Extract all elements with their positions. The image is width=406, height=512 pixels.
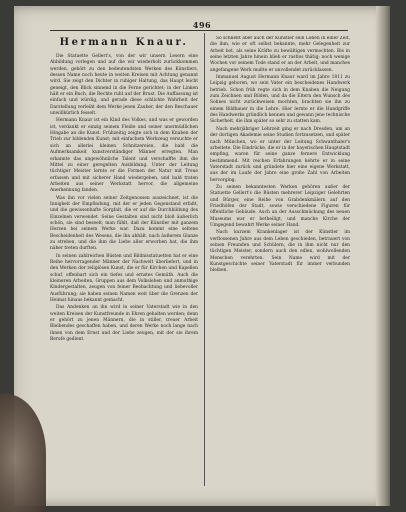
column-divider: [204, 33, 205, 486]
paragraph: Nach kurzem Krankenlager ist der Künstler im verflossenen Jahre aus dem Leben geschieden, betrauert von seinen Freunden und Schülern, die in ihm nicht nur den tüchtigen Meister, sondern auch den edlen, wohlwollenden Menschen verehrten. Sein Name wird mit der Kunstgeschichte seiner Vaterstadt für immer verbunden bleiben.: [210, 230, 350, 274]
paragraph: Die Statuette Gellert's, von der wir unsern Lesern eine Abbildung vorlegen und auf die wir wiederholt zurückkommen werden, gehört zu den bedeutendsten Werken des Künstlers, dessen Name noch heute in weiten Kreisen mit Achtung genannt wird. Sie zeigt den Dichter in ruhiger Haltung, das Haupt leicht geneigt, den Blick sinnend in die Ferne gerichtet; in der Linken hält er ein Buch, die Rechte ruht auf der Brust. Die Auffassung ist einfach und würdig, und gerade diese schlichte Wahrheit der Darstellung verleiht dem Werke jenen Zauber, der den Beschauer unwillkürlich fesselt.: [50, 54, 198, 117]
paragraph: Was ihn vor vielen seiner Zeitgenossen auszeichnet, ist die Innigkeit der Empfindung, mit der er jeden Gegenstand erfaßt, und die gewissenhafte Sorgfalt, die er auf die Durchbildung des Einzelnen verwendet. Seine Gestalten sind nicht bloß äußerlich schön, sie sind beseelt; man fühlt, daß der Künstler mit ganzem Herzen bei seinem Werke war. Dazu kommt eine seltene Bescheidenheit des Wesens, die ihn abhält, nach äußerem Glanze zu streben, und die ihm die Liebe aller erworben hat, die ihm näher treten durften.: [50, 195, 198, 252]
paragraph: Zu seinen bekanntesten Werken gehören außer der Statuette Gellert's die Büsten mehrerer Leipziger Gelehrten und Bürger, eine Reihe von Grabdenkmälern auf den Friedhöfen der Stadt, sowie verschiedene Figuren für öffentliche Gebäude. Auch an der Ausschmückung des neuen Museums war er betheiligt, und manche Kirche der Umgegend bewahrt Werke seiner Hand.: [210, 184, 350, 228]
paragraph: Hermann Knaur ist ein Kind des Volkes, und was er geworden ist, verdankt er einzig seinem Fleiße und seiner unermüdlichen Hingabe an die Kunst. Frühzeitig zeigte sich in dem Knaben der Trieb zur bildenden Kunst; mit einfachem Werkzeug versuchte er sich an allerlei kleinen Schnitzereien, die bald die Aufmerksamkeit kunstverständiger Männer erregten. Man erkannte das ungewöhnliche Talent und verschaffte ihm die Mittel zu einer geregelten Ausbildung. Unter der Leitung tüchtiger Meister lernte er die Formen der Natur mit Treue erfassen und mit sicherer Hand wiedergeben, und bald traten Arbeiten aus seiner Werkstatt hervor, die allgemeine Anerkennung fanden.: [50, 118, 198, 194]
right-column: [210, 36, 350, 488]
paragraph: Nach mehrjähriger Lehrzeit ging er nach Dresden, um an der dortigen Akademie seine Studien fortzusetzen, und später nach München, wo er unter der Leitung Schwanthaler's arbeitete. Die Eindrücke, die er in der bayerischen Hauptstadt empfing, waren für seine ganze fernere Entwicklung bestimmend. Mit reichen Erfahrungen kehrte er in seine Vaterstadt zurück und gründete hier eine eigene Werkstatt, aus der im Laufe der Jahre eine große Zahl von Arbeiten hervorging.: [210, 126, 350, 183]
paragraph: Immanuel August Hermann Knaur ward im Jahre 1811 zu Leipzig geboren, wo sein Vater ein bescheidenes Handwerk betrieb. Schon früh regte sich in dem Knaben die Neigung zum Zeichnen und Bilden, und da die Eltern den Wunsch des Sohnes nicht zurückweisen mochten, brachten sie ihn zu einem Bildhauer in die Lehre. Hier lernte er die Handgriffe des Handwerks gründlich kennen und gewann jene technische Sicherheit, die ihm später so sehr zu statten kam.: [210, 75, 350, 125]
left-column: [50, 36, 198, 488]
book-spine-shadow: [376, 6, 390, 506]
paragraph: Das Andenken an ihn wird in seiner Vaterstadt wie in den weiten Kreisen der Kunstfreunde in Ehren gehalten werden; denn er gehört zu jenen Männern, die in stiller, treuer Arbeit Bleibendes geschaffen haben, und deren Werke noch lange nach ihnen von dem Ernst und der Liebe zeugen, mit der sie ihrem Berufe gedient.: [50, 305, 198, 343]
page-number: 496: [192, 20, 212, 30]
book-page: [14, 6, 390, 506]
header-rule: [50, 30, 348, 31]
paragraph: So schließt aber auch der Künstler sein Leben in einer Zeit, die ihm, wie er oft selbst bekannte, mehr Gelegenheit zur Arbeit bot, als seine Kräfte zu bewältigen vermochten. Bis in seine letzten Jahre hinein blieb er rastlos thätig; noch wenige Wochen vor seinem Tode stand er an der Arbeit, und manches angefangene Werk mußte er unvollendet zurücklassen.: [210, 36, 350, 73]
article-title: Hermann Knaur.: [59, 37, 189, 48]
paragraph: In seinen zahlreichen Büsten und Bildnisstatuetten hat er eine Reihe hervorragender Männer der Nachwelt überliefert, und in den Werken der religiösen Kunst, die er für Kirchen und Kapellen schuf, offenbart sich ein tiefes und ernstes Gemüth. Auch die kleineren Arbeiten, Gruppen aus dem Volksleben und anmuthige Kindergestalten, zeugen von feiner Beobachtung und liebevoller Ausführung; sie haben seinen Namen weit über die Grenzen der Heimat hinaus bekannt gemacht.: [50, 253, 198, 304]
